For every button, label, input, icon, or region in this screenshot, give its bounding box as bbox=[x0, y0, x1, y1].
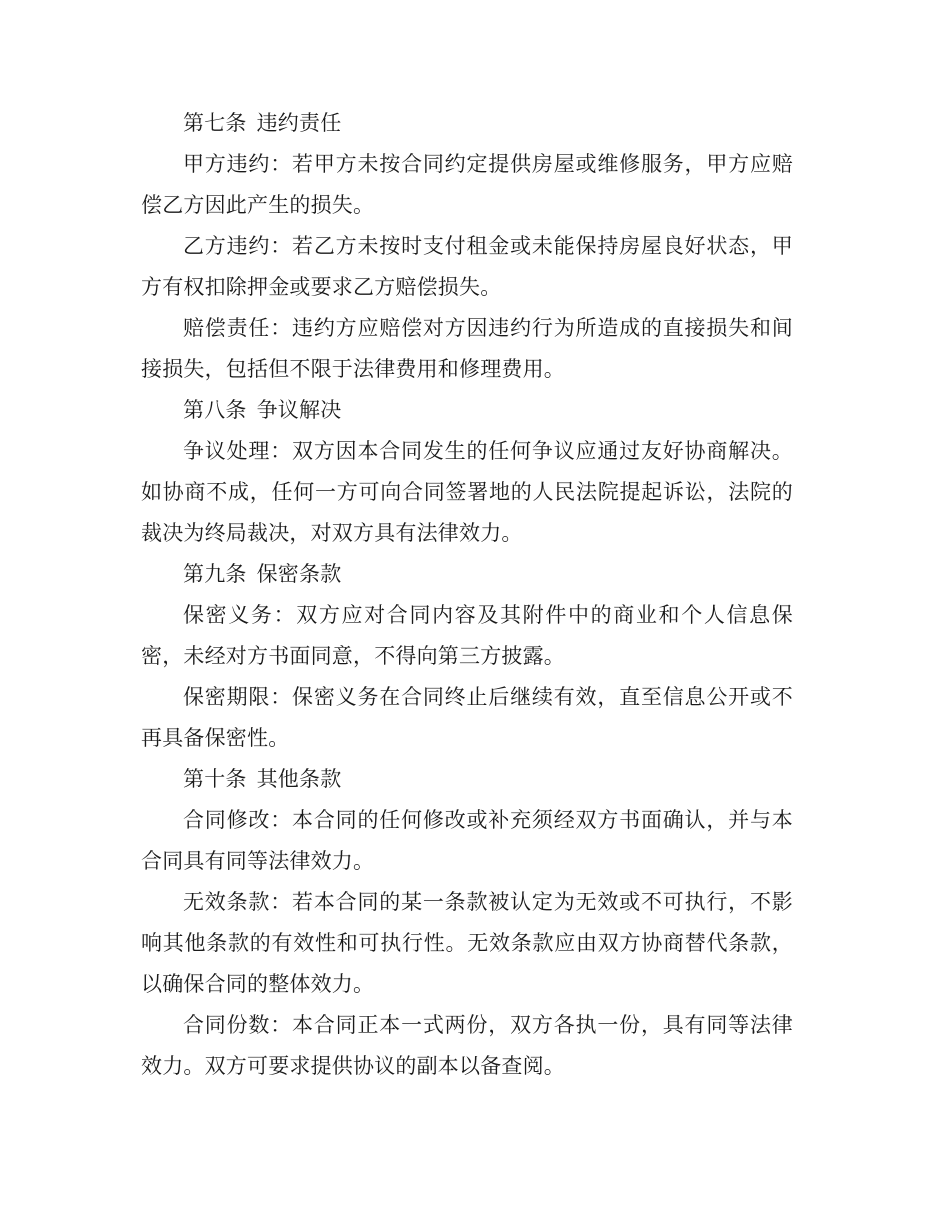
para-copies: 合同份数：本合同正本一式两份，双方各执一份，具有同等法律效力。双方可要求提供协议的副本以备查阅。 bbox=[141, 1013, 793, 1078]
heading-article-10 bbox=[141, 759, 793, 800]
para-invalid-clause: 无效条款：若本合同的某一条款被认定为无效或不可执行，不影响其他条款的有效性和可执行性。无效条款应由双方协商替代条款，以确保合同的整体效力。 bbox=[141, 890, 793, 996]
para-party-a-breach: 甲方违约：若甲方未按合同约定提供房屋或维修服务，甲方应赔偿乙方因此产生的损失。 bbox=[141, 152, 793, 217]
heading-article-7 bbox=[141, 103, 793, 144]
article-title: 争议解决 bbox=[256, 398, 342, 422]
article-number: 第八条 bbox=[183, 398, 247, 422]
para-amendment: 合同修改：本合同的任何修改或补充须经双方书面确认，并与本合同具有同等法律效力。 bbox=[141, 808, 793, 873]
para-confidentiality-duty: 保密义务：双方应对合同内容及其附件中的商业和个人信息保密，未经对方书面同意，不得向第三方披露。 bbox=[141, 603, 793, 668]
para-confidentiality-term: 保密期限：保密义务在合同终止后继续有效，直至信息公开或不再具备保密性。 bbox=[141, 685, 793, 750]
para-party-b-breach: 乙方违约：若乙方未按时支付租金或未能保持房屋良好状态，甲方有权扣除押金或要求乙方赔偿损失。 bbox=[141, 234, 793, 299]
article-number: 第九条 bbox=[183, 562, 247, 586]
para-dispute-handling: 争议处理：双方因本合同发生的任何争议应通过友好协商解决。如协商不成，任何一方可向合同签署地的人民法院提起诉讼，法院的裁决为终局裁决，对双方具有法律效力。 bbox=[141, 439, 793, 545]
heading-article-9 bbox=[141, 554, 793, 595]
heading-article-8 bbox=[141, 390, 793, 431]
article-title: 违约责任 bbox=[256, 111, 342, 135]
document-body bbox=[141, 103, 793, 1087]
article-title: 其他条款 bbox=[256, 767, 342, 791]
article-number: 第十条 bbox=[183, 767, 247, 791]
article-number: 第七条 bbox=[183, 111, 247, 135]
article-title: 保密条款 bbox=[256, 562, 342, 586]
para-compensation: 赔偿责任：违约方应赔偿对方因违约行为所造成的直接损失和间接损失，包括但不限于法律费用和修理费用。 bbox=[141, 316, 793, 381]
